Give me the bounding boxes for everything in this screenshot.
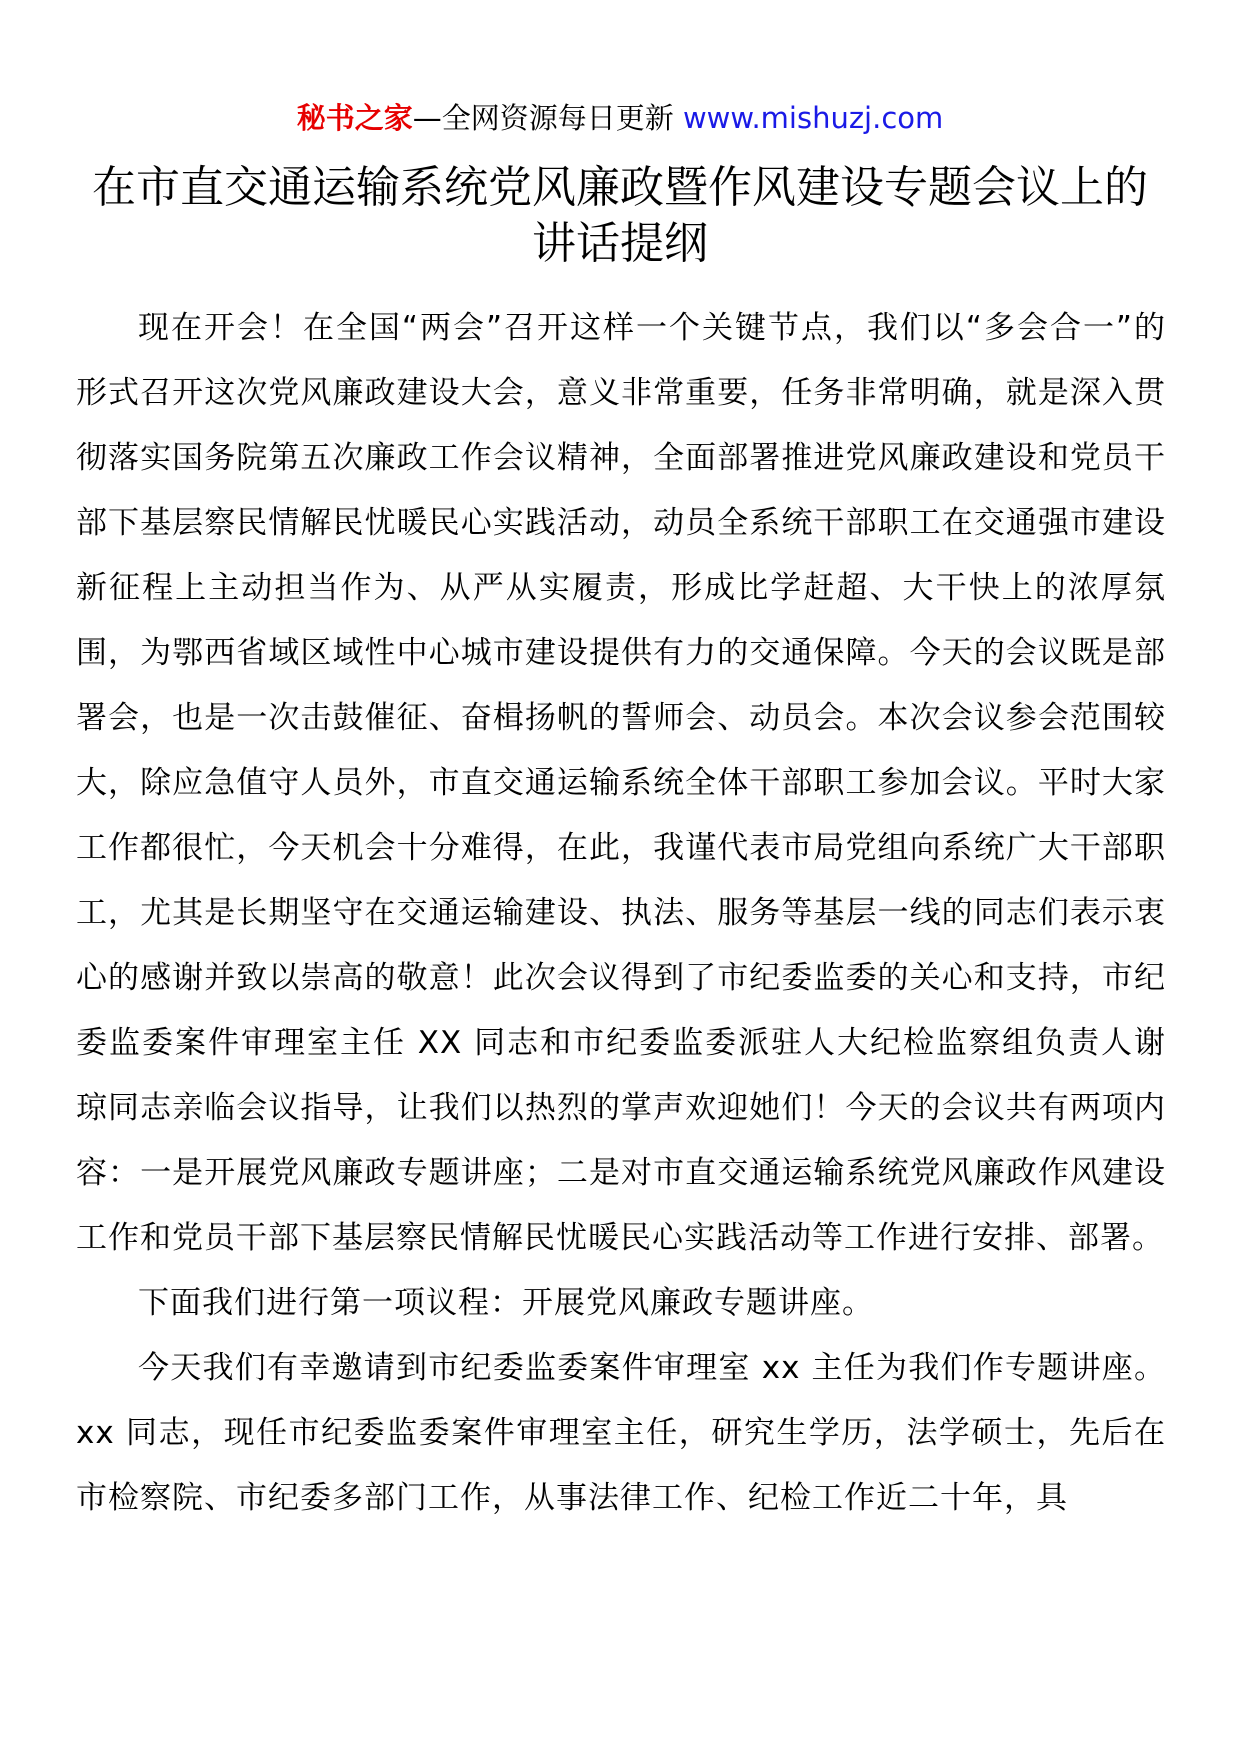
- site-brand: 秘书之家: [296, 101, 413, 135]
- document-title: 在市直交通运输系统党风廉政暨作风建设专题会议上的讲话提纲: [92, 162, 1148, 269]
- paragraph-agenda-item: 下面我们进行第一项议程：开展党风廉政专题讲座。: [138, 1285, 874, 1321]
- site-header: [0, 98, 1240, 138]
- site-url-link[interactable]: www.mishuzj.com: [682, 101, 944, 135]
- document-body: [76, 296, 1166, 1531]
- site-tagline: —全网资源每日更新: [412, 101, 674, 135]
- paragraph-opening: 现在开会！在全国“两会”召开这样一个关键节点，我们以“多会合一”的形式召开这次党风廉政建设大会，意义非常重要，任务非常明确，就是深入贯彻落实国务院第五次廉政工作会议精神，全面部署推进党风廉政建设和党员干部下基层察民情解民忧暖民心实践活动，动员全系统干部职工在交通强市建设新征程上主动担当作为、从严从实履责，形成比学赶超、大干快上的浓厚氛围，为鄂西省域区域性中心城市建设提供有力的交通保障。今天的会议既是部署会，也是一次击鼓催征、奋楫扬帆的誓师会、动员会。本次会议参会范围较大，除应急值守人员外，市直交通运输系统全体干部职工参加会议。平时大家工作都很忙，今天机会十分难得，在此，我谨代表市局党组向系统广大干部职工，尤其是长期坚守在交通运输建设、执法、服务等基层一线的同志们表示衷心的感谢并致以崇高的敬意！此次会议得到了市纪委监委的关心和支持，市纪委监委案件审理室主任 XX 同志和市纪委监委派驻人大纪检监察组负责人谢琼同志亲临会议指导，让我们以热烈的掌声欢迎她们！今天的会议共有两项内容：一是开展党风廉政专题讲座；二是对市直交通运输系统党风廉政作风建设工作和党员干部下基层察民情解民忧暖民心实践活动等工作进行安排、部署。: [76, 310, 1166, 1256]
- paragraph-speaker-intro: 今天我们有幸邀请到市纪委监委案件审理室 xx 主任为我们作专题讲座。xx 同志，现任市纪委监委案件审理室主任，研究生学历，法学硕士，先后在市检察院、市纪委多部门工作，从事法律工作、纪检工作近二十年，具: [76, 1350, 1166, 1516]
